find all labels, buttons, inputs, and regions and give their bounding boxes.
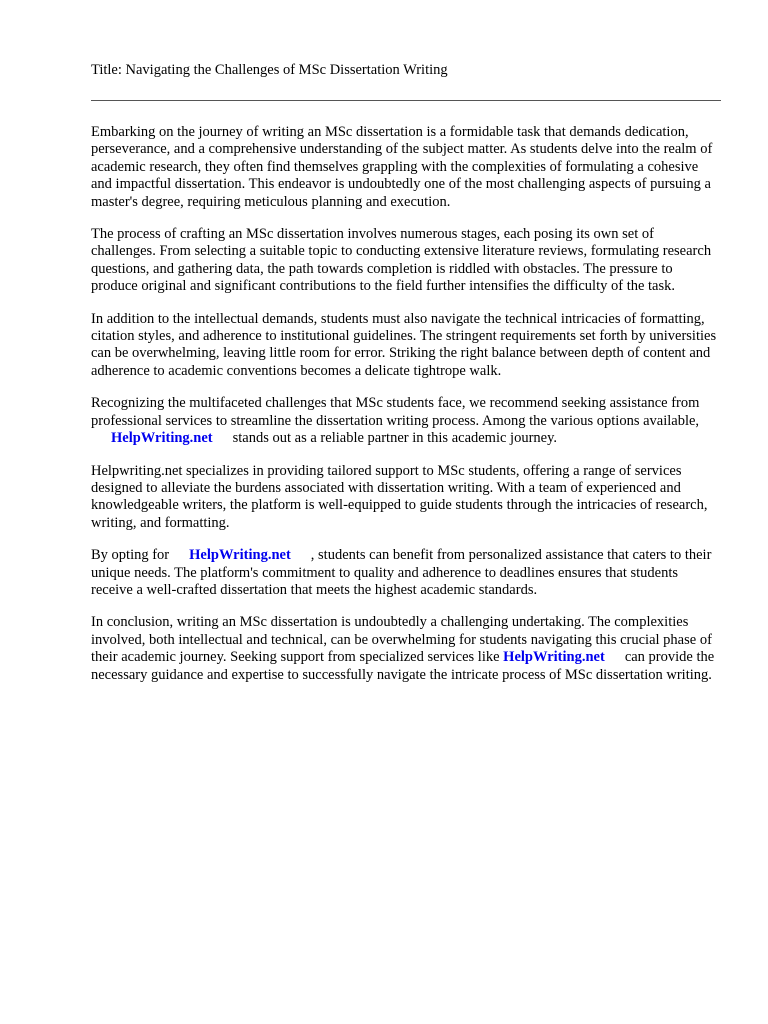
paragraph-4-text-before: Recognizing the multifaceted challenges that MSc students face, we recommend seeking assistance from professional services to streamline the dissertation writing process. Among the various options available, [91, 395, 700, 429]
paragraph-6 [91, 547, 719, 599]
helpwriting-link-1[interactable]: HelpWriting.net [111, 430, 213, 447]
document-title: Title: Navigating the Challenges of MSc Dissertation Writing [91, 62, 448, 78]
helpwriting-link-3[interactable]: HelpWriting.net [503, 649, 605, 666]
paragraph-1: Embarking on the journey of writing an MSc dissertation is a formidable task that demands dedication, perseverance, and a comprehensive understanding of the subject matter. As students delve into the realm of academic research, they often find themselves grappling with the complexities of formulating a cohesive and impactful dissertation. This endeavor is undoubtedly one of the most challenging aspects of pursuing a master's degree, requiring meticulous planning and execution. [91, 124, 713, 210]
paragraph-3: In addition to the intellectual demands, students must also navigate the technical intricacies of formatting, citation styles, and adherence to institutional guidelines. The stringent requirements set forth by universities can be overwhelming, leaving little room for error. Striking the right balance between depth of content and adherence to academic conventions becomes a delicate tightrope walk. [91, 310, 717, 379]
title-divider [91, 100, 721, 101]
helpwriting-link-2[interactable]: HelpWriting.net [189, 547, 291, 564]
paragraph-7-text-after: can provide the necessary guidance and expertise to successfully navigate the intricate process of MSc dissertation writing. [91, 649, 715, 683]
document-body [91, 124, 719, 699]
paragraph-4 [91, 395, 719, 447]
paragraph-6-text-before: By opting for [91, 547, 170, 564]
paragraph-5: Helpwriting.net specializes in providing tailored support to MSc students, offering a range of services designed to alleviate the burdens associated with dissertation writing. With a team of experienced and knowledgeable writers, the platform is well-equipped to guide students through the intricacies of research, writing, and formatting. [91, 462, 708, 531]
paragraph-6-text-after: , students can benefit from personalized assistance that caters to their unique needs. The platform's commitment to quality and adherence to deadlines ensures that students receive a well-crafted dissertation that meets the highest academic standards. [91, 547, 712, 598]
paragraph-2: The process of crafting an MSc dissertation involves numerous stages, each posing its own set of challenges. From selecting a suitable topic to conducting extensive literature reviews, formulating research questions, and gathering data, the path towards completion is riddled with obstacles. The pressure to produce original and significant contributions to the field further intensifies the difficulty of the task. [91, 226, 712, 295]
paragraph-4-text-after: stands out as a reliable partner in this academic journey. [232, 430, 558, 447]
paragraph-7-text-before: In conclusion, writing an MSc dissertation is undoubtedly a challenging undertaking. The complexities involved, both intellectual and technical, can be overwhelming for students navigating this crucial phase of their academic journey. Seeking support from specialized services like [91, 614, 712, 666]
paragraph-7 [91, 614, 719, 684]
